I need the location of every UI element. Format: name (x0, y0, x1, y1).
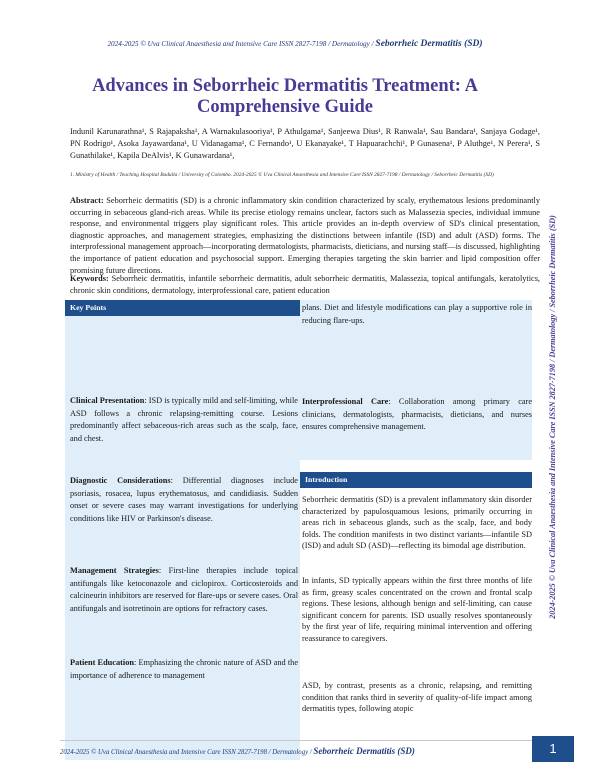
footer-journal: 2024-2025 © Uva Clinical Anaesthesia and Intensive Care ISSN 2827-7198 / Dermatology / (60, 749, 312, 756)
keywords (70, 273, 540, 296)
key-point-management (70, 565, 298, 615)
keywords-label: Keywords: (70, 274, 109, 283)
key-point-term: Diagnostic Considerations (70, 476, 171, 485)
abstract-text: Seborrheic dermatitis (SD) is a chronic inflammatory skin condition characterized by scaly, erythematous lesions predominantly occurring in sebaceous gland-rich areas. While its precise etiology remains unclear, factors such as Malassezia species, individual immune response, and environmental triggers play significant roles. This article provides an in-depth overview of SD's clinical presentation, diagnostic approaches, and management strategies, emphasizing the distinctions between infantile (ISD) and adult (ASD) forms. The interprofessional management approach—incorporating dermatologists, pharmacists, dieticians, and nursing staff—is discussed, highlighting the importance of patient education and psychosocial support. Emerging therapies targeting the skin barrier and lipid composition offer promising future directions. (70, 196, 541, 275)
key-point-text: : First-line therapies include topical antifungals like ketoconazole and ciclopirox. Corticosteroids and calcineurin inhibitors are reserved for flare-ups or severe cases. Oral antifungals and isotretinoin are options for refractory cases. (70, 566, 299, 613)
page-number: 1 (532, 736, 574, 762)
key-point-text: : Emphasizing the chronic nature of ASD and the importance of adherence to management (70, 658, 299, 680)
abstract-label: Abstract: (70, 196, 104, 205)
introduction-paragraph: In infants, SD typically appears within the first three months of life as firm, greasy scales concentrated on the crown and frontal scalp regions. These lesions, although benign and self-limiting, can cause significant concern for parents. ISD usually resolves spontaneously by the first year of life, requiring minimal intervention and offering reassurance to caregivers. (302, 576, 532, 643)
key-point-diagnostic (70, 475, 298, 525)
key-point-term: Interprofessional Care (302, 397, 389, 406)
affiliation: 1. Ministry of Health / Teaching Hospital Badulla / University of Colombo. 2024-2025 © Uva Clinical Anaesthesia and Intensive Care ISSN 2827-7198 / Dermatology / Seborrheic Dermatitis (SD) (70, 172, 494, 178)
running-footer (60, 746, 530, 756)
key-point-education (70, 657, 298, 682)
footer-topic: Seborrheic Dermatitis (SD) (313, 746, 415, 756)
author-list: Indunil Karunarathna¹, S Rajapaksha¹, A Warnakulasooriya¹, P Athulgama¹, Sanjeewa Dius¹, R Ranwala¹, Sau Bandara¹, Sanjaya Godage¹, PN Rodrigo¹, Asoka Jayawardana¹, U Vidanagama¹, C Fernando¹, U Ekanayake¹, T Hapuarachchi¹, P Gunasena¹, P Aluthge¹, N Perera¹, S Gunathilake¹, Kapila DeAlvis¹, K Gunawardana¹, (70, 127, 540, 160)
footer-divider (60, 740, 540, 741)
key-point-clinical (70, 395, 298, 445)
article-title: Advances in Seborrheic Dermatitis Treatment: A Comprehensive Guide (92, 76, 478, 117)
key-point-text: : Collaboration among primary care clinicians, dermatologists, pharmacists, dieticians, and nurses ensures comprehensive management. (302, 397, 532, 432)
running-header (60, 39, 530, 49)
key-points-heading: Key Points (70, 303, 107, 312)
key-point-continued: plans. Diet and lifestyle modifications can play a supportive role in reducing flare-ups. (302, 303, 532, 325)
side-banner: 2024-2025 © Uva Clinical Anaesthesia and Intensive Care ISSN 2827-7198 / Dermatology / Seborrheic Dermatitis (SD) (548, 215, 557, 619)
side-banner-wrapper (545, 97, 561, 737)
key-points-box (65, 300, 300, 760)
header-topic: Seborrheic Dermatitis (SD) (375, 39, 483, 49)
header-journal: 2024-2025 © Uva Clinical Anaesthesia and Intensive Care ISSN 2827-7198 / Dermatology / (107, 40, 374, 48)
introduction-paragraph: Seborrheic dermatitis (SD) is a prevalent inflammatory skin disorder characterized by papulosquamous lesions, primarily occurring in areas rich in sebaceous glands, such as the scalp, face, and body folds. The condition manifests in two distinct variants—infantile SD (ISD) and adult SD (ASD)—reflecting its bimodal age distribution. (302, 495, 532, 551)
key-point-term: Clinical Presentation (70, 396, 145, 405)
key-point-term: Patient Education (70, 658, 134, 667)
key-point-term: Management Strategies (70, 566, 159, 575)
introduction-heading: Introduction (305, 475, 348, 484)
key-point-interprofessional (302, 396, 532, 434)
keywords-text: Seborrheic dermatitis, infantile seborrheic dermatitis, adult seborrheic dermatitis, Malassezia, topical antifungals, keratolytics, chronic skin conditions, dermatology, interprofessional care, patient education (70, 274, 540, 295)
key-point-text: : ISD is typically mild and self-limiting, while ASD follows a chronic relapsing-remitting course. Lesions predominantly affect sebaceous-rich areas such as the scalp, face, and chest. (70, 396, 298, 443)
introduction-paragraph: ASD, by contrast, presents as a chronic, relapsing, and remitting condition that ranks third in severity of quality-of-life impact among dermatitis types, following atopic (302, 681, 532, 714)
key-point-text: : Differential diagnoses include psoriasis, rosacea, lupus erythematosus, and candidiasis. Sudden onset or severe cases may warrant investigations for underlying conditions like HIV or Parkinson's disease. (70, 476, 298, 523)
abstract (70, 195, 540, 276)
